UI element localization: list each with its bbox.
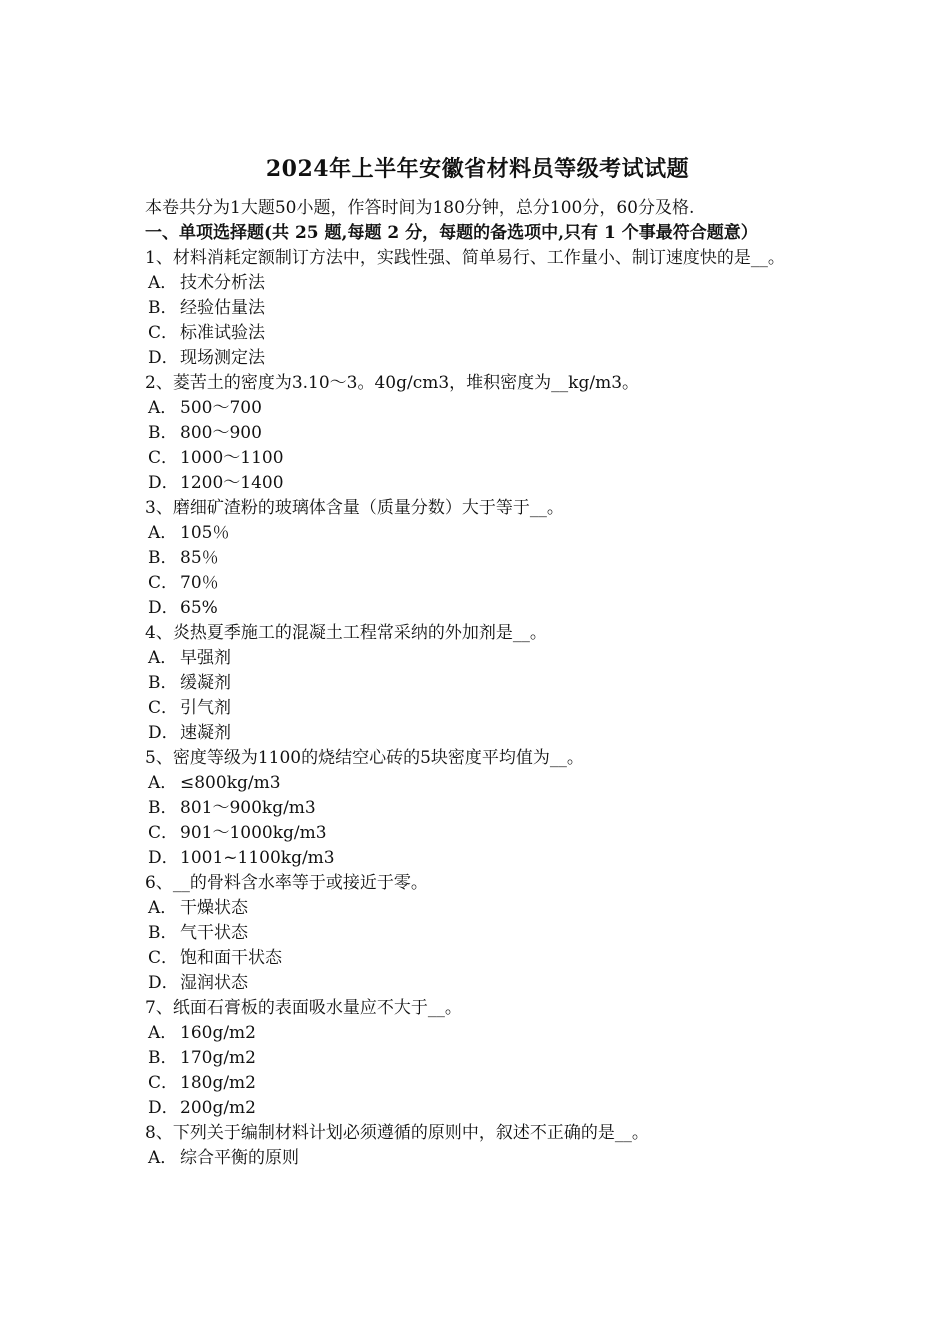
question-stem: 7、纸面石膏板的表面吸水量应不大于__。 bbox=[145, 998, 462, 1018]
answer-option bbox=[145, 971, 810, 996]
option-letter: C． bbox=[148, 323, 179, 343]
answer-option bbox=[145, 921, 810, 946]
question-8 bbox=[145, 1121, 810, 1171]
answer-option bbox=[145, 796, 810, 821]
question-list bbox=[145, 246, 810, 1171]
option-letter: C． bbox=[148, 573, 179, 593]
exam-intro: 本卷共分为1大题50小题，作答时间为180分钟，总分100分，60分及格. bbox=[145, 198, 695, 218]
option-letter: A． bbox=[148, 648, 178, 668]
option-letter: D． bbox=[148, 973, 179, 993]
option-text: 901～1000kg/m3 bbox=[180, 823, 327, 843]
answer-option bbox=[145, 1071, 810, 1096]
option-letter: A． bbox=[148, 1148, 178, 1168]
option-text: 85％ bbox=[180, 548, 219, 568]
option-letter: D． bbox=[148, 723, 179, 743]
answer-option bbox=[145, 446, 810, 471]
answer-option bbox=[145, 646, 810, 671]
question-stem: 8、下列关于编制材料计划必须遵循的原则中，叙述不正确的是__。 bbox=[145, 1123, 649, 1143]
answer-option bbox=[145, 721, 810, 746]
question-stem: 1、材料消耗定额制订方法中，实践性强、简单易行、工作量小、制订速度快的是__。 bbox=[145, 248, 785, 268]
answer-option bbox=[145, 346, 810, 371]
option-letter: B． bbox=[148, 673, 178, 693]
option-text: 综合平衡的原则 bbox=[180, 1148, 299, 1168]
answer-option bbox=[145, 521, 810, 546]
answer-option bbox=[145, 846, 810, 871]
answer-option bbox=[145, 321, 810, 346]
option-letter: C． bbox=[148, 948, 179, 968]
answer-option bbox=[145, 896, 810, 921]
answer-option bbox=[145, 771, 810, 796]
option-letter: B． bbox=[148, 423, 178, 443]
answer-option bbox=[145, 1146, 810, 1171]
answer-option bbox=[145, 271, 810, 296]
option-letter: D． bbox=[148, 1098, 179, 1118]
option-letter: C． bbox=[148, 823, 179, 843]
option-text: 170g/m2 bbox=[180, 1048, 256, 1068]
option-text: 标准试验法 bbox=[180, 323, 265, 343]
answer-option bbox=[145, 421, 810, 446]
option-text: 速凝剂 bbox=[180, 723, 231, 743]
answer-option bbox=[145, 1046, 810, 1071]
question-stem: 3、磨细矿渣粉的玻璃体含量（质量分数）大于等于__。 bbox=[145, 498, 564, 518]
option-letter: D． bbox=[148, 848, 179, 868]
option-text: ≤800kg/m3 bbox=[180, 773, 281, 793]
option-text: 饱和面干状态 bbox=[180, 948, 282, 968]
document-page bbox=[145, 150, 810, 1171]
option-text: 105％ bbox=[180, 523, 230, 543]
option-text: 1000～1100 bbox=[180, 448, 284, 468]
option-text: 引气剂 bbox=[180, 698, 231, 718]
option-text: 160g/m2 bbox=[180, 1023, 256, 1043]
option-letter: D． bbox=[148, 473, 179, 493]
answer-option bbox=[145, 671, 810, 696]
question-3 bbox=[145, 496, 810, 621]
answer-option bbox=[145, 396, 810, 421]
answer-option bbox=[145, 1096, 810, 1121]
answer-option bbox=[145, 696, 810, 721]
option-letter: C． bbox=[148, 698, 179, 718]
option-text: 技术分析法 bbox=[180, 273, 265, 293]
option-text: 200g/m2 bbox=[180, 1098, 256, 1118]
document-title: 2024年上半年安徽省材料员等级考试试题 bbox=[265, 156, 690, 182]
answer-option bbox=[145, 1021, 810, 1046]
question-stem: 5、密度等级为1100的烧结空心砖的5块密度平均值为__。 bbox=[145, 748, 584, 768]
option-text: 经验估量法 bbox=[180, 298, 265, 318]
answer-option bbox=[145, 571, 810, 596]
option-letter: B． bbox=[148, 548, 178, 568]
option-text: 干燥状态 bbox=[180, 898, 248, 918]
question-stem: 4、炎热夏季施工的混凝土工程常采纳的外加剂是__。 bbox=[145, 623, 547, 643]
option-letter: C． bbox=[148, 1073, 179, 1093]
option-letter: D． bbox=[148, 348, 179, 368]
option-letter: A． bbox=[148, 898, 178, 918]
answer-option bbox=[145, 471, 810, 496]
question-4 bbox=[145, 621, 810, 746]
option-text: 1200～1400 bbox=[180, 473, 284, 493]
question-2 bbox=[145, 371, 810, 496]
question-6 bbox=[145, 871, 810, 996]
option-text: 70％ bbox=[180, 573, 219, 593]
question-stem: 2、菱苦土的密度为3.10～3。40g/cm3，堆积密度为__kg/m3。 bbox=[145, 373, 640, 393]
option-text: 65% bbox=[180, 598, 218, 618]
option-letter: A． bbox=[148, 273, 178, 293]
option-letter: D． bbox=[148, 598, 179, 618]
option-text: 早强剂 bbox=[180, 648, 231, 668]
option-letter: A． bbox=[148, 1023, 178, 1043]
option-text: 500～700 bbox=[180, 398, 262, 418]
question-5 bbox=[145, 746, 810, 871]
question-1 bbox=[145, 246, 810, 371]
answer-option bbox=[145, 296, 810, 321]
option-letter: A． bbox=[148, 523, 178, 543]
section-heading: 一、单项选择题(共 25 题,每题 2 分，每题的备选项中,只有 1 个事最符合题意） bbox=[145, 223, 758, 243]
answer-option bbox=[145, 946, 810, 971]
answer-option bbox=[145, 596, 810, 621]
question-stem: 6、__的骨料含水率等于或接近于零。 bbox=[145, 873, 428, 893]
question-7 bbox=[145, 996, 810, 1121]
option-letter: B． bbox=[148, 798, 178, 818]
option-letter: A． bbox=[148, 773, 178, 793]
option-text: 801～900kg/m3 bbox=[180, 798, 316, 818]
option-letter: B． bbox=[148, 1048, 178, 1068]
answer-option bbox=[145, 821, 810, 846]
option-text: 180g/m2 bbox=[180, 1073, 256, 1093]
option-text: 气干状态 bbox=[180, 923, 248, 943]
option-letter: A． bbox=[148, 398, 178, 418]
answer-option bbox=[145, 546, 810, 571]
option-text: 1001~1100kg/m3 bbox=[180, 848, 335, 868]
option-text: 缓凝剂 bbox=[180, 673, 231, 693]
option-text: 现场测定法 bbox=[180, 348, 265, 368]
option-text: 800～900 bbox=[180, 423, 262, 443]
option-letter: C． bbox=[148, 448, 179, 468]
option-letter: B． bbox=[148, 923, 178, 943]
option-letter: B． bbox=[148, 298, 178, 318]
option-text: 湿润状态 bbox=[180, 973, 248, 993]
